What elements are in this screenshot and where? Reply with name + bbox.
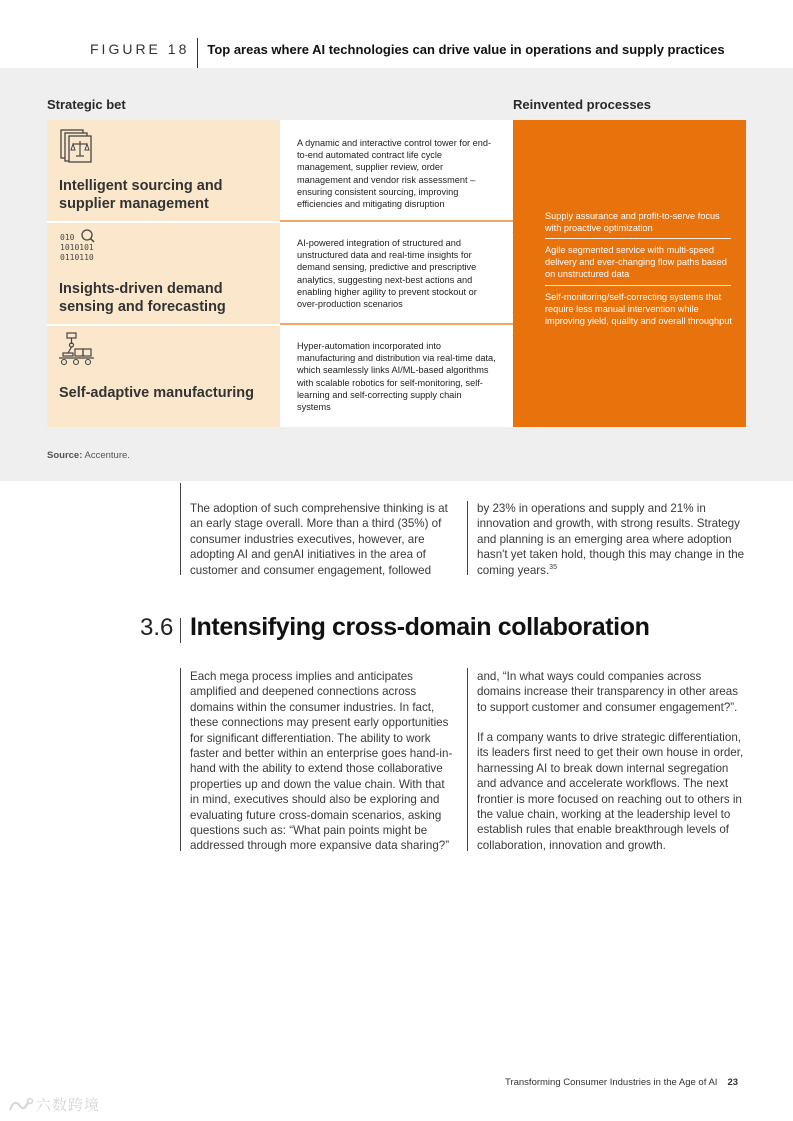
bet-description: AI-powered integration of structured and unstructured data and real-time insights for demand sensing, predictive and prescriptive analytics, suggesting next-best actions and enabling higher agility to prevent stockout or over-production scenarios: [297, 238, 477, 310]
connector-arrows: [280, 120, 540, 427]
binary-search-icon: [59, 228, 95, 264]
footer-title: Transforming Consumer Industries in the Age of AI: [505, 1077, 718, 1088]
figure-title: Top areas where AI technologies can drive value in operations and supply practices: [207, 42, 725, 57]
intro-column-1: The adoption of such comprehensive thinking is at an early stage overall. More than a third (35%) of consumer industries executives, however, are adopting AI and genAI initiatives in the area of customer and consumer engagement, followed: [190, 502, 448, 577]
section-column-1: Each mega process implies and anticipates amplified and deepened connections across domains within the consumer industries. In fact, these connections may present early opportunities for significant differentiation. The ability to work faster and better within an enterprise goes hand-in-hand with the ability to extend those collaborative properties up and down the value chain. With that in mind, executives should also be exploring and evaluating future cross-domain scenarios, asking questions such as: “What pain points might be addressed through more expansive data sharing?”: [190, 670, 453, 853]
process-divider: [545, 285, 731, 286]
processes-column: [513, 120, 746, 427]
figure-divider: [197, 38, 198, 68]
process-item: Agile segmented service with multi-speed delivery and ever-changing flow paths based on unstructured data: [545, 245, 727, 280]
bet-title: Insights-driven demand sensing and forecasting: [59, 281, 226, 315]
svg-text:1010101: 1010101: [60, 243, 94, 252]
section-column-2-para-2: If a company wants to drive strategic differentiation, its leaders first need to get their own house in order, harnessing AI to break down internal segregation and advance and accelerate workflows. The next frontier is more focused on reaching out to others in the value chain, working at the leadership level to establish rules that enable breakthrough levels of collaboration, innovation and growth.: [477, 731, 744, 852]
bet-sourcing: [47, 120, 280, 221]
bet-demand-sensing: [47, 223, 280, 324]
section-column-2-para-1: and, “In what ways could companies across domains increase their transparency in other areas to support customer and consumer engagement?”.: [477, 670, 738, 714]
watermark: [8, 1094, 100, 1115]
section-heading-rule: [180, 618, 181, 643]
column-rule: [180, 483, 181, 575]
page-footer: [505, 1077, 738, 1088]
section-number: 3.6: [140, 614, 174, 641]
intro-column-2: [477, 501, 747, 578]
source-text: Accenture.: [84, 450, 130, 461]
bet-title: Intelligent sourcing and supplier management: [59, 178, 223, 212]
bet-manufacturing: [47, 326, 280, 427]
section-title: Intensifying cross-domain collaboration: [190, 613, 650, 641]
column-rule: [467, 668, 468, 851]
watermark-text: 六数跨境: [36, 1097, 101, 1114]
document-scale-icon: [59, 128, 95, 164]
footnote-ref: 35: [549, 563, 557, 571]
intro-column-2-text: by 23% in operations and supply and 21% in innovation and growth, with strong results. Strategy and planning is an emerging area where adoption hasn't yet taken hold, though this may change in the coming years.: [477, 502, 745, 577]
bet-title: Self-adaptive manufacturing: [59, 385, 254, 401]
strategic-bet-header: Strategic bet: [47, 97, 126, 112]
svg-text:0110110: 0110110: [60, 253, 94, 262]
page-number: 23: [727, 1077, 739, 1088]
bet-description: A dynamic and interactive control tower for end-to-end automated contract life cycle management, supplier review, order management and vendor risk assessment – ensuring consistent sourcing, improving efficiencies and mitigating disruption: [297, 138, 492, 210]
process-item: Supply assurance and profit-to-serve focus with proactive optimization: [545, 211, 720, 234]
svg-text:010: 010: [60, 233, 75, 242]
robot-arm-icon: [59, 331, 95, 367]
column-rule: [467, 501, 468, 575]
figure-label: FIGURE 18: [90, 41, 190, 57]
column-rule: [180, 668, 181, 851]
strategic-bet-column: [47, 120, 280, 427]
figure-panel: [0, 68, 793, 481]
figure-source: [47, 450, 130, 461]
reinvented-processes-header: Reinvented processes: [513, 97, 652, 112]
process-item: Self-monitoring/self-correcting systems that require less manual intervention while improving yield, quality and overall throughput: [545, 292, 732, 327]
bet-description: Hyper-automation incorporated into manufacturing and distribution via real-time data, which seamlessly links AI/ML-based algorithms with scalable robotics for self-monitoring, self-learning and self-correcting supply chain systems: [297, 341, 496, 413]
figure-header: [90, 38, 725, 68]
source-label: Source:: [47, 450, 83, 461]
watermark-logo-icon: [8, 1096, 36, 1114]
process-divider: [545, 238, 731, 239]
